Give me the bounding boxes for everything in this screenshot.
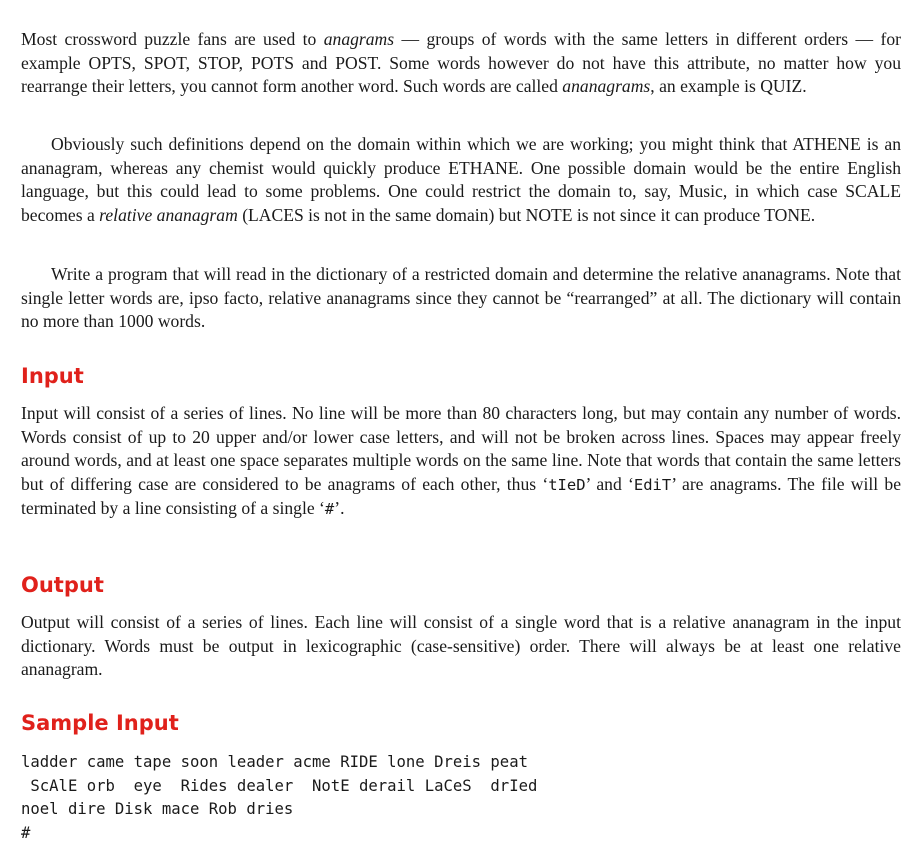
sample-input-line: # [21,823,31,842]
sample-input-line: ladder came tape soon leader acme RIDE lone Dreis peat [21,753,528,771]
input-description [21,402,901,522]
input-text-b: ’ and ‘ [585,473,634,494]
input-code-edit: EdiT [633,475,672,494]
input-heading: Input [21,364,84,388]
intro-paragraph-1 [21,28,901,99]
intro-p2-text-b: (LACES is not in the same domain) but NOTE is not since it can produce TONE. [237,204,816,225]
intro-p1-text-c: , an example is QUIZ. [650,76,807,96]
intro-p2-text-a: Obviously such definitions depend on the domain within which we are working; you might think that ATHENE is an ananagram, whereas any chemist would quickly produce ETHANE. One possible domain would be the entire English language, but this could lead to some problems. One could restrict the domain to, say, Music, in which case SCALE becomes a [21,134,901,225]
intro-paragraph-3: Write a program that will read in the dictionary of a restricted domain and determine the relative ananagrams. Note that single letter words are, ipso facto, relative ananagrams since they cannot be “rearranged” at all. The dictionary will contain no more than 1000 words. [21,264,901,331]
input-code-hash: # [324,500,335,518]
intro-p1-term-ananagrams: ananagrams [562,76,651,96]
intro-p2-term-relative-ananagram: relative ananagram [99,204,238,225]
input-code-tied: tIeD [548,475,586,494]
output-description: Output will consist of a series of lines. Each line will consist of a single word that is a relative ananagram in the input dictionary. Words must be output in lexicographic (case-sensitive) order. There will always be at least one relative ananagram. [21,612,901,679]
intro-p1-text-b: — groups of words with the same letters in different orders — for example OPTS, SPOT, STOP, POTS and POST. Some words however do not have this attribute, no matter how you rearrange their letters, you cannot form another word. Such words are called [21,29,901,96]
output-heading: Output [21,573,104,597]
sample-input-line: ScAlE orb eye Rides dealer NotE derail LaCeS drIed [21,776,538,795]
sample-input-line: noel dire Disk mace Rob dries [21,800,294,818]
intro-p1-text-a: Most crossword puzzle fans are used to [21,29,324,49]
intro-p1-term-anagrams: anagrams [323,29,395,49]
input-text-c: ’ are anagrams. The file will be terminated by a line consisting of a single ‘ [21,473,902,518]
sample-input-heading: Sample Input [21,711,179,735]
intro-paragraph-2 [21,133,901,227]
input-text-a: Input will consist of a series of lines. No line will be more than 80 characters long, but may contain any number of words. Words consist of up to 20 upper and/or lower case letters, and will not be broken across lines. Spaces may appear freely around words, and at least one space separates multiple words on the same line. Note that words that contain the same letters but of differing case are considered to be anagrams of each other, thus ‘ [21,403,901,494]
input-text-d: ’. [334,498,345,518]
sample-input-block [21,751,537,845]
